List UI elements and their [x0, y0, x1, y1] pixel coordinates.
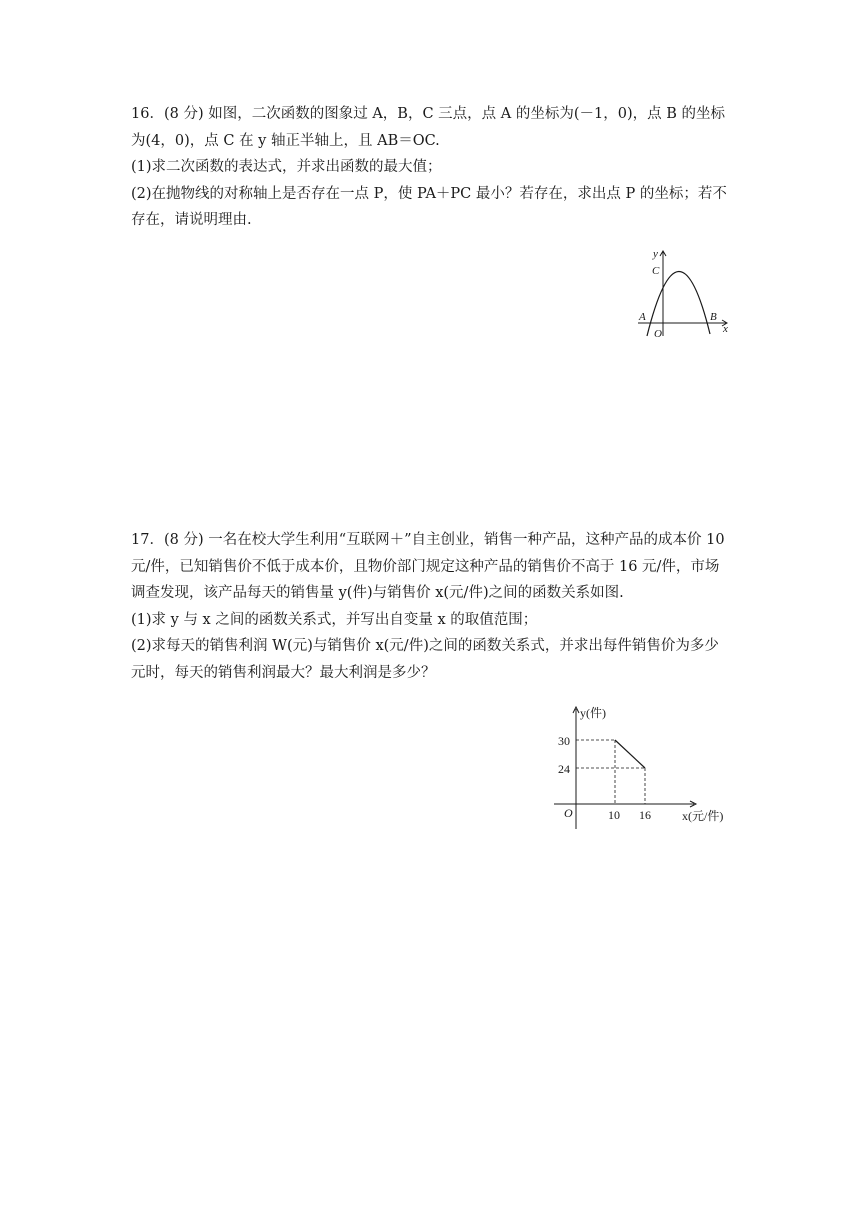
question-17 — [131, 527, 731, 686]
origin-label: O — [654, 328, 662, 340]
q17-part-1: (1)求 y 与 x 之间的函数关系式，并写出自变量 x 的取值范围； — [131, 611, 538, 628]
parabola-curve — [647, 271, 710, 336]
point-b-label: B — [710, 311, 717, 323]
y-tick-30: 30 — [558, 734, 570, 748]
function-segment — [615, 740, 645, 768]
x-axis-label: x(元/件) — [682, 809, 724, 823]
q16-parabola-figure — [636, 248, 732, 340]
q16-line-1: 16．(8 分) 如图，二次函数的图象过 A，B，C 三点，点 A 的坐标为(－1，0)，点 B 的坐标 — [131, 106, 725, 122]
q17-part-2a: (2)求每天的销售利润 W(元)与销售价 x(元/件)之间的函数关系式，并求出每件销售价为多少 — [131, 638, 719, 654]
question-16 — [131, 101, 731, 234]
y-axis-label: y(件) — [580, 706, 606, 720]
q16-part-2b: 存在，请说明理由. — [131, 212, 252, 228]
parabola-graph — [636, 248, 732, 340]
q17-line-1: 17．(8 分) 一名在校大学生利用“互联网＋”自主创业，销售一种产品，这种产品的成本价 10 — [131, 532, 725, 548]
q17-part-2b: 元时，每天的销售利润最大？最大利润是多少？ — [131, 664, 436, 681]
y-axis-label: y — [653, 248, 658, 260]
q16-line-2: 为(4，0)，点 C 在 y 轴正半轴上，且 AB＝OC. — [131, 132, 440, 149]
point-c-label: C — [652, 265, 660, 277]
q17-sales-figure — [550, 703, 735, 833]
origin-label: O — [564, 806, 573, 820]
x-axis-label: x — [723, 323, 728, 335]
q16-part-2a: (2)在抛物线的对称轴上是否存在一点 P，使 PA＋PC 最小？若存在，求出点 P 的坐标；若不 — [131, 185, 727, 202]
sales-graph — [550, 703, 735, 833]
x-tick-16: 16 — [639, 808, 651, 822]
y-tick-24: 24 — [558, 762, 570, 776]
q17-line-2: 元/件，已知销售价不低于成本价，且物价部门规定这种产品的销售价不高于 16 元/件，市场 — [131, 558, 720, 575]
q16-part-1: (1)求二次函数的表达式，并求出函数的最大值； — [131, 159, 442, 175]
x-tick-10: 10 — [608, 808, 620, 822]
q17-line-3: 调查发现，该产品每天的销售量 y(件)与销售价 x(元/件)之间的函数关系如图. — [131, 585, 624, 601]
point-a-label: A — [639, 311, 646, 323]
